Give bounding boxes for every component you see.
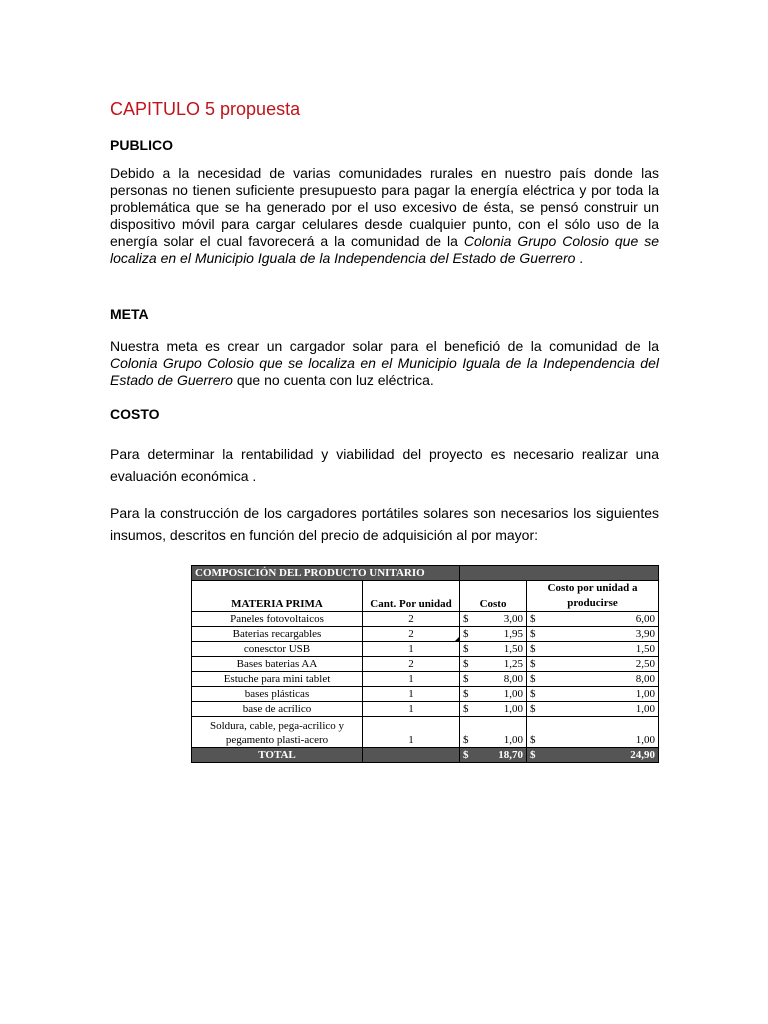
table-row: [192, 702, 659, 717]
row-cantidad: 2: [363, 612, 460, 627]
row-unit-cost: 6,00: [541, 612, 659, 627]
table-body: [192, 612, 659, 748]
row-cost-currency: $: [460, 627, 474, 642]
table-total-row: [192, 748, 659, 763]
row-unit-currency: $: [527, 642, 541, 657]
paragraph-publico-plain: Debido a la necesidad de varias comunidades rurales en nuestro país donde las personas no tienen suficiente presupuesto para pagar la energía eléctrica y por toda la problemática que se ha generado por el uso excesivo de ésta, se pensó construir un dispositivo móvil para cargar celulares desde cualquier punto, con el sólo uso de la energía solar el cual favorecerá a la comunidad de la: [110, 165, 659, 249]
row-cost-currency: $: [460, 672, 474, 687]
row-cost: 3,00: [474, 612, 527, 627]
table-row: [192, 672, 659, 687]
cost-table: [191, 565, 659, 763]
table-row: [192, 717, 659, 748]
row-materia: Baterias recargables: [192, 627, 363, 642]
table-caption-fill: [460, 566, 659, 581]
row-cantidad: 2: [363, 627, 460, 642]
row-cost: 1,00: [474, 687, 527, 702]
total-unit-currency: $: [527, 748, 541, 763]
paragraph-costo-2: Para la construcción de los cargadores portátiles solares son necesarios los siguientes insumos, descritos en función del precio de adquisición al por mayor:: [110, 505, 659, 543]
row-unit-cost: 1,00: [541, 687, 659, 702]
paragraph-meta-plain: Nuestra meta es crear un cargador solar para el benefició de la comunidad de la: [110, 338, 659, 354]
row-cantidad: 1: [363, 717, 460, 748]
table-row: [192, 657, 659, 672]
total-unit: 24,90: [541, 748, 659, 763]
row-unit-currency: $: [527, 627, 541, 642]
row-unit-cost: 1,50: [541, 642, 659, 657]
table-header-row: [192, 581, 659, 612]
row-cost: 1,00: [474, 717, 527, 748]
row-unit-cost: 1,00: [541, 702, 659, 717]
row-cantidad: 1: [363, 672, 460, 687]
row-cost: 1,25: [474, 657, 527, 672]
row-cost-currency: $: [460, 702, 474, 717]
heading-costo: COSTO: [110, 406, 160, 422]
heading-publico: PUBLICO: [110, 137, 173, 153]
row-unit-cost: 1,00: [541, 717, 659, 748]
total-qty-blank: [363, 748, 460, 763]
row-cantidad: 1: [363, 687, 460, 702]
header-materia-prima: MATERIA PRIMA: [192, 581, 363, 612]
row-unit-cost: 3,90: [541, 627, 659, 642]
row-materia: bases plásticas: [192, 687, 363, 702]
row-unit-currency: $: [527, 717, 541, 748]
row-cost-currency: $: [460, 612, 474, 627]
paragraph-publico-end: .: [575, 250, 584, 266]
row-cost: 1,00: [474, 702, 527, 717]
table-row: [192, 642, 659, 657]
row-unit-cost: 8,00: [541, 672, 659, 687]
table-row: [192, 612, 659, 627]
paragraph-publico-italic: Colonia Grupo Colosio que se localiza en el Municipio Iguala de la Independencia del Estado de Guerrero: [110, 233, 660, 266]
heading-meta: META: [110, 306, 149, 322]
table-caption: COMPOSICIÓN DEL PRODUCTO UNITARIO: [192, 566, 460, 581]
row-cost: 8,00: [474, 672, 527, 687]
row-materia: Paneles fotovoltaicos: [192, 612, 363, 627]
header-cantidad: Cant. Por unidad: [363, 581, 460, 612]
row-materia: conesctor USB: [192, 642, 363, 657]
paragraph-meta: [110, 338, 659, 389]
row-cost-currency: $: [460, 642, 474, 657]
row-unit-currency: $: [527, 612, 541, 627]
row-cantidad: 1: [363, 642, 460, 657]
paragraph-meta-italic: Colonia Grupo Colosio que se localiza en el Municipio Iguala de la Independencia del Estado de Guerrero: [110, 355, 659, 388]
row-unit-currency: $: [527, 672, 541, 687]
row-cost-currency: $: [460, 687, 474, 702]
row-cost-currency: $: [460, 657, 474, 672]
header-costo: Costo: [460, 581, 527, 612]
row-materia: base de acrílico: [192, 702, 363, 717]
total-label: TOTAL: [192, 748, 363, 763]
row-materia: Estuche para mini tablet: [192, 672, 363, 687]
table-caption-row: [192, 566, 659, 581]
paragraph-costo-1: Para determinar la rentabilidad y viabilidad del proyecto es necesario realizar una evaluación económica .: [110, 446, 659, 484]
row-unit-cost: 2,50: [541, 657, 659, 672]
table-row: [192, 687, 659, 702]
row-cantidad: 2: [363, 657, 460, 672]
row-unit-currency: $: [527, 702, 541, 717]
total-cost: 18,70: [474, 748, 527, 763]
row-unit-currency: $: [527, 657, 541, 672]
table-row: [192, 627, 659, 642]
row-materia: Bases baterias AA: [192, 657, 363, 672]
row-cost: 1,50: [474, 642, 527, 657]
chapter-title: CAPITULO 5 propuesta: [110, 99, 301, 119]
total-cost-currency: $: [460, 748, 474, 763]
paragraph-meta-end: que no cuenta con luz eléctrica.: [232, 372, 434, 388]
header-costo-unidad: Costo por unidad a producirse: [527, 581, 659, 612]
row-cost-currency: $: [460, 717, 474, 748]
paragraph-publico: [110, 165, 659, 267]
row-materia: Soldura, cable, pega-acrilico y pegamento plasti-acero: [192, 717, 363, 748]
row-cantidad: 1: [363, 702, 460, 717]
row-cost: 1,95: [474, 627, 527, 642]
row-unit-currency: $: [527, 687, 541, 702]
